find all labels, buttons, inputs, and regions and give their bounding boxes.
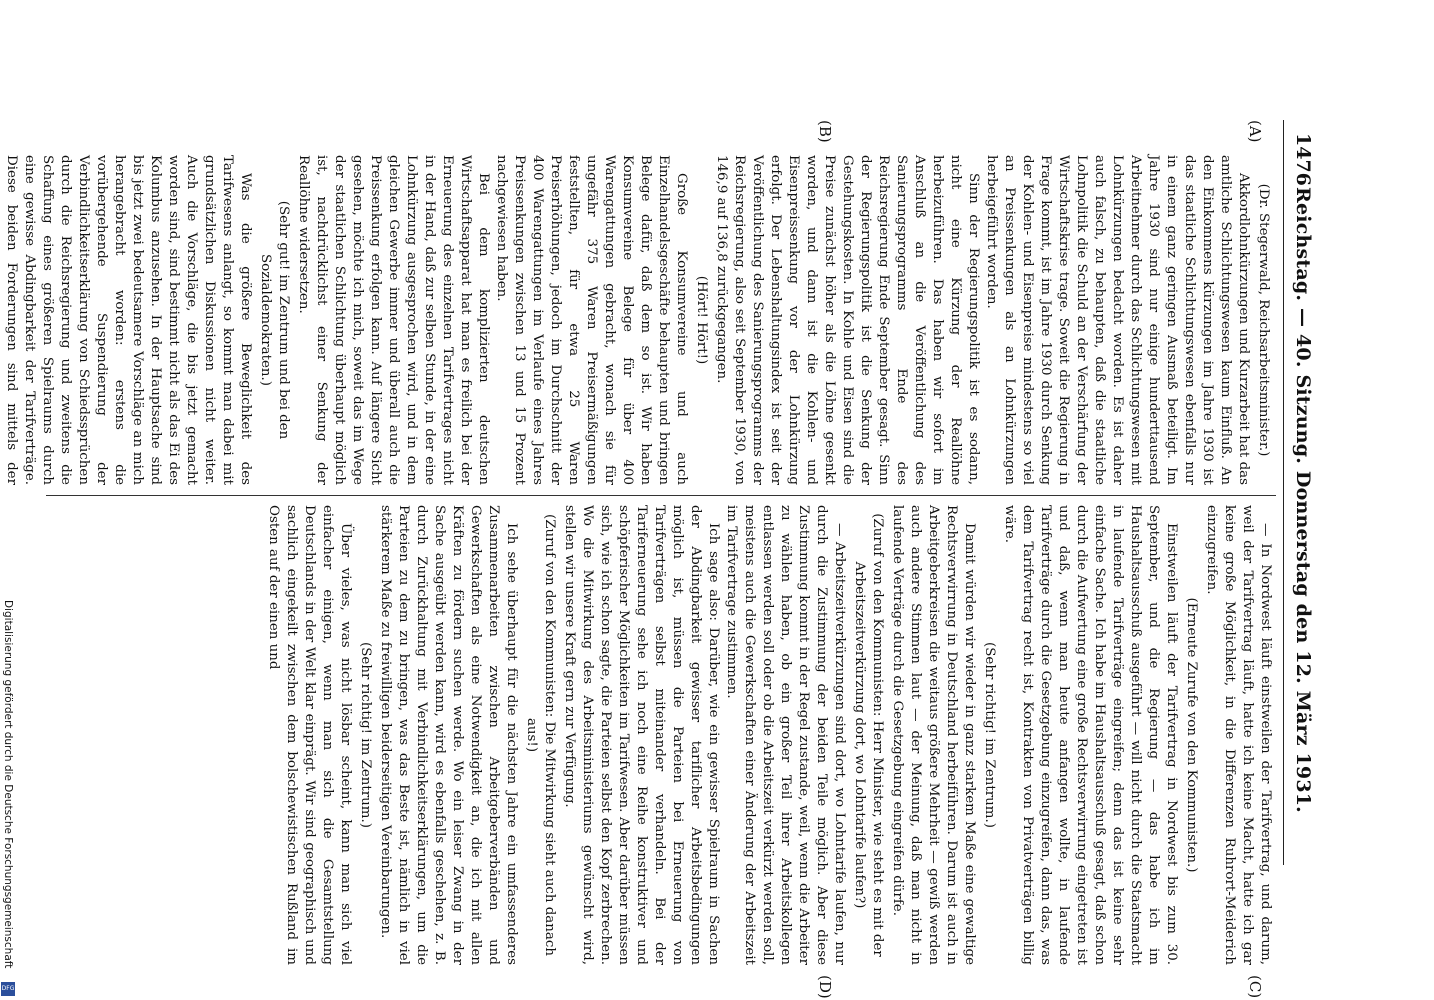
header-rule — [1283, 120, 1284, 865]
paragraph: Große Konsumvereine und auch Einzelhandelsgeschäfte behaupten und bringen Belege dafür, daß dem so ist. Wir haben Konsumvereine Belege für über 400 Warengattungen gebracht, wonach sie für ungefähr 375 Waren Preisermäßigungen feststellten, für etwa 25 Waren Preiserhöhungen, jedoch im Durchschnitt der 400 Warengattungen im Verlaufe eines Jahres Preissenkungen zwischen 13 und 15 Prozent nachgewiesen haben. — [494, 155, 689, 485]
paragraph: Über vieles, was nicht lösbar scheint, kann man sich viel einfacher einigen, wenn man sich die Gesamtstellung Deutschlands in der Welt klar einprägt. Wir sind geographisch und sachlich eingekeilt zwischen dem bolschewistischen Rußland im Osten auf der einen und — [266, 505, 353, 965]
interjection: (Zuruf von den Kommunisten: Die Mitwirkung sieht auch danach aus!) — [524, 513, 557, 956]
page-number: 1476 — [1292, 133, 1314, 186]
right-column — [264, 505, 1274, 965]
margin-mark-b: (B) — [816, 120, 834, 143]
paragraph: Bei dem komplizierten deutschen Wirtschaftsapparat hat man es freilich bei der Erneuerung des einzelnen Tarifvertrages nicht in der Hand, daß zur selben Stunde, in der eine Lohnkürzung ausgesprochen wird, und in dem gleichen Gewerbe immer und überall auch die Preissenkung erfolgen kann. Auf längere Sicht gesehen, möchte ich mich, soweit das im Wege der staatlichen Schlichtung überhaupt möglich ist, nachdrücklichst einer Senkung der Reallöhne widersetzen. — [296, 155, 491, 485]
page-header — [1282, 0, 1314, 1000]
interjection: (Sehr richtig! im Zentrum.) — [982, 642, 997, 828]
page-title: Reichstag. — 40. Sitzung. Donnerstag den 12. März 1931. — [1292, 187, 1314, 813]
interjection: (Sehr richtig! im Zentrum.) — [358, 642, 373, 828]
left-column — [0, 155, 1274, 485]
footer-strip — [0, 0, 16, 1000]
interjection: (Erneute Zurufe von den Kommunisten.) — [1184, 597, 1199, 873]
interjection: (Hört! Hört!) — [694, 275, 709, 365]
funding-note: Digitalisierung gefördert durch die Deutsche Forschungsgemeinschaft — [2, 600, 14, 969]
margin-mark-a: (A) — [1246, 120, 1264, 143]
interjection: (Zuruf von den Kommunisten: Herr Minister, wie steht es mit der Arbeitszeitverkürzung dort, wo Lohntarife laufen?) — [852, 513, 885, 957]
speaker-line: (Dr. Stegerwald, Reichsarbeitsminister.) — [1256, 183, 1271, 457]
paragraph: Ich sage also: Darüber, wie ein gewisser Spielraum in Sachen der Abdingbarkeit gewisser tariflicher Arbeitsbedingungen möglich ist, müssen die Parteien bei Erneuerung von Tarifverträgen selbst miteinander verhandeln. Bei der Tariferneuerung sehe ich noch eine Reihe konstruktiver und schöpferischer Möglichkeiten im Tarifwesen. Aber darüber müssen sich, wie ich schon sagte, die Parteien selbst den Kopf zerbrechen. Wo die Mitwirkung des Arbeitsministeriums gewünscht wird, stellen wir unsere Kraft gern zur Verfügung. — [562, 505, 721, 965]
paragraph: Sinn der Regierungspolitik ist es sodann, nicht eine Kürzung der Reallöhne herbeizuführen. Das haben wir sofort im Anschluß an die Veröffentlichung des Sanierungsprogramms Ende des Reichsregierung Ende September gesagt. Sinn der Regierungspolitik ist die Senkung der Gestehungskosten. In Kohle und Eisen sind die Preise zunächst höher als die Löhne gesenkt worden, und dann ist die Kohlen- und Eisenpreissenkung vor der Lohnkürzung erfolgt. Der Lebenshaltungsindex ist seit der Veröffentlichung des Sanierungsprogramms der Reichsregierung, also seit September 1930, von 146,9 auf 136,8 zurückgegangen. — [714, 155, 981, 485]
paragraph: — In Nordwest läuft einstweilen der Tarifvertrag, und darum, weil der Tarifvertrag läuft, hatte ich keine Macht, hatte ich gar keine große Möglichkeit, in die Differenzen Ruhrort-Meiderich einzugreifen. — [1204, 505, 1273, 965]
paragraph: Einstweilen läuft der Tarifvertrag in Nordwest bis zum 30. September, und die Regierung — das habe ich im Haushaltsausschuß ausgeführt — will nicht durch die Staatsmacht in laufende Tarifverträge eingreifen; denn das ist keine sehr einfache Sache. Ich habe im Haushaltsausschuß gesagt, daß schon durch die Aufwertung eine große Rechtsverwirrung eingetreten ist und daß, wenn man heute anfangen wollte, in laufende Tarifverträge durch die Gesetzgebung einzugreifen, dann das, was dem Tarifvertrag recht ist, Kontrakten von Privatverträgen billig wäre. — [1002, 505, 1179, 965]
interjection: (Sehr gut! im Zentrum und bei den Sozialdemokraten.) — [258, 200, 291, 440]
margin-mark-d: (D) — [816, 975, 834, 999]
margin-mark-c: (C) — [1246, 975, 1264, 999]
paragraph: Damit würden wir wieder in ganz starkem Maße eine gewaltige Rechtsverwirrung in Deutschland herbeiführen. Darum ist auch in Arbeitgeberkreisen die weitaus größere Mehrheit — gewiß werden auch andere Stimmen laut — der Meinung, daß man nicht in laufende Verträge durch die Gesetzgebung eingreifen dürfe. — [890, 505, 977, 965]
paragraph: Akkordlohnkürzungen und Kurzarbeit hat das amtliche Schlichtungswesen kaum Einfluß. An den Einkommens kürzungen im Jahre 1930 ist das staatliche Schlichtungswesen ebenfalls nur in einem ganz geringen Ausmaß beteiligt. Im Jahre 1930 sind nur einige hunderttausend Arbeitnehmer durch das Schlichtungswesen mit Lohnkürzungen bedacht worden. Es ist daher auch falsch, zu behaupten, daß die staatliche Lohnpolitik die Schuld an der Verschärfung der Wirtschaftskrise trage. Soweit die Regierung in Frage kommt, ist im Jahre 1930 durch Senkung der Kohlen- und Eisenpreise mindestens so viel an Preissenkungen als an Lohnkürzungen herbeigeführt worden. — [984, 155, 1251, 485]
paragraph: — Arbeitszeitverkürzungen sind dort, wo Lohntarife laufen, nur durch die Zustimmung der beiden Teile möglich. Aber diese Zustimmung kommt in der Regel zustande, weil, wenn die Arbeiter zu wählen haben, ob ein großer Teil ihrer Arbeitskollegen entlassen werden soll oder ob die Arbeitszeit verkürzt werden soll, meistens auch die Gewerkschaften einer Änderung der Arbeitszeit im Tarifvertrage zustimmen. — [724, 505, 847, 965]
column-divider — [46, 495, 1276, 496]
dfg-logo: DFG — [1, 982, 15, 996]
paragraph: Was die größere Beweglichkeit des Tarifwesens anlangt, so kommt man dabei mit grundsätzlichen Diskussionen nicht weiter. Auch die Vorschläge, die bis jetzt gemacht worden sind, sind bestimmt nicht als das Ei des Kolumbus anzusehen. In der Hauptsache sind bis jetzt zwei bedeutsamere Vorschläge an mich herangebracht worden: erstens die vorübergehende Suspendierung der Verbindlichkeitserklärung von Schiedssprüchen durch die Reichsregierung und zweitens die Schaffung eines größeren Spielraums durch eine gewisse Abdingbarkeit der Tarifverträge. Diese beiden Forderungen sind mittels der — [4, 155, 253, 485]
paragraph: Ich sehe überhaupt für die nächsten Jahre ein umfassenderes Zusammenarbeiten zwischen Arbeitgeberverbänden und Gewerkschaften als eine Notwendigkeit an, die ich mit allen Kräften zu fördern suchen werde. Wo ein leiser Zwang in der Sache ausgeübt werden kann, wird es ebenfalls geschehen, z. B. durch Zurückhaltung mit Verbindlichkeitserklärungen, um die Parteien zu dem zu bringen, was das Beste ist, nämlich in viel stärkerem Maße zu freiwilligen beiderseitigen Vereinbarungen. — [378, 505, 519, 965]
